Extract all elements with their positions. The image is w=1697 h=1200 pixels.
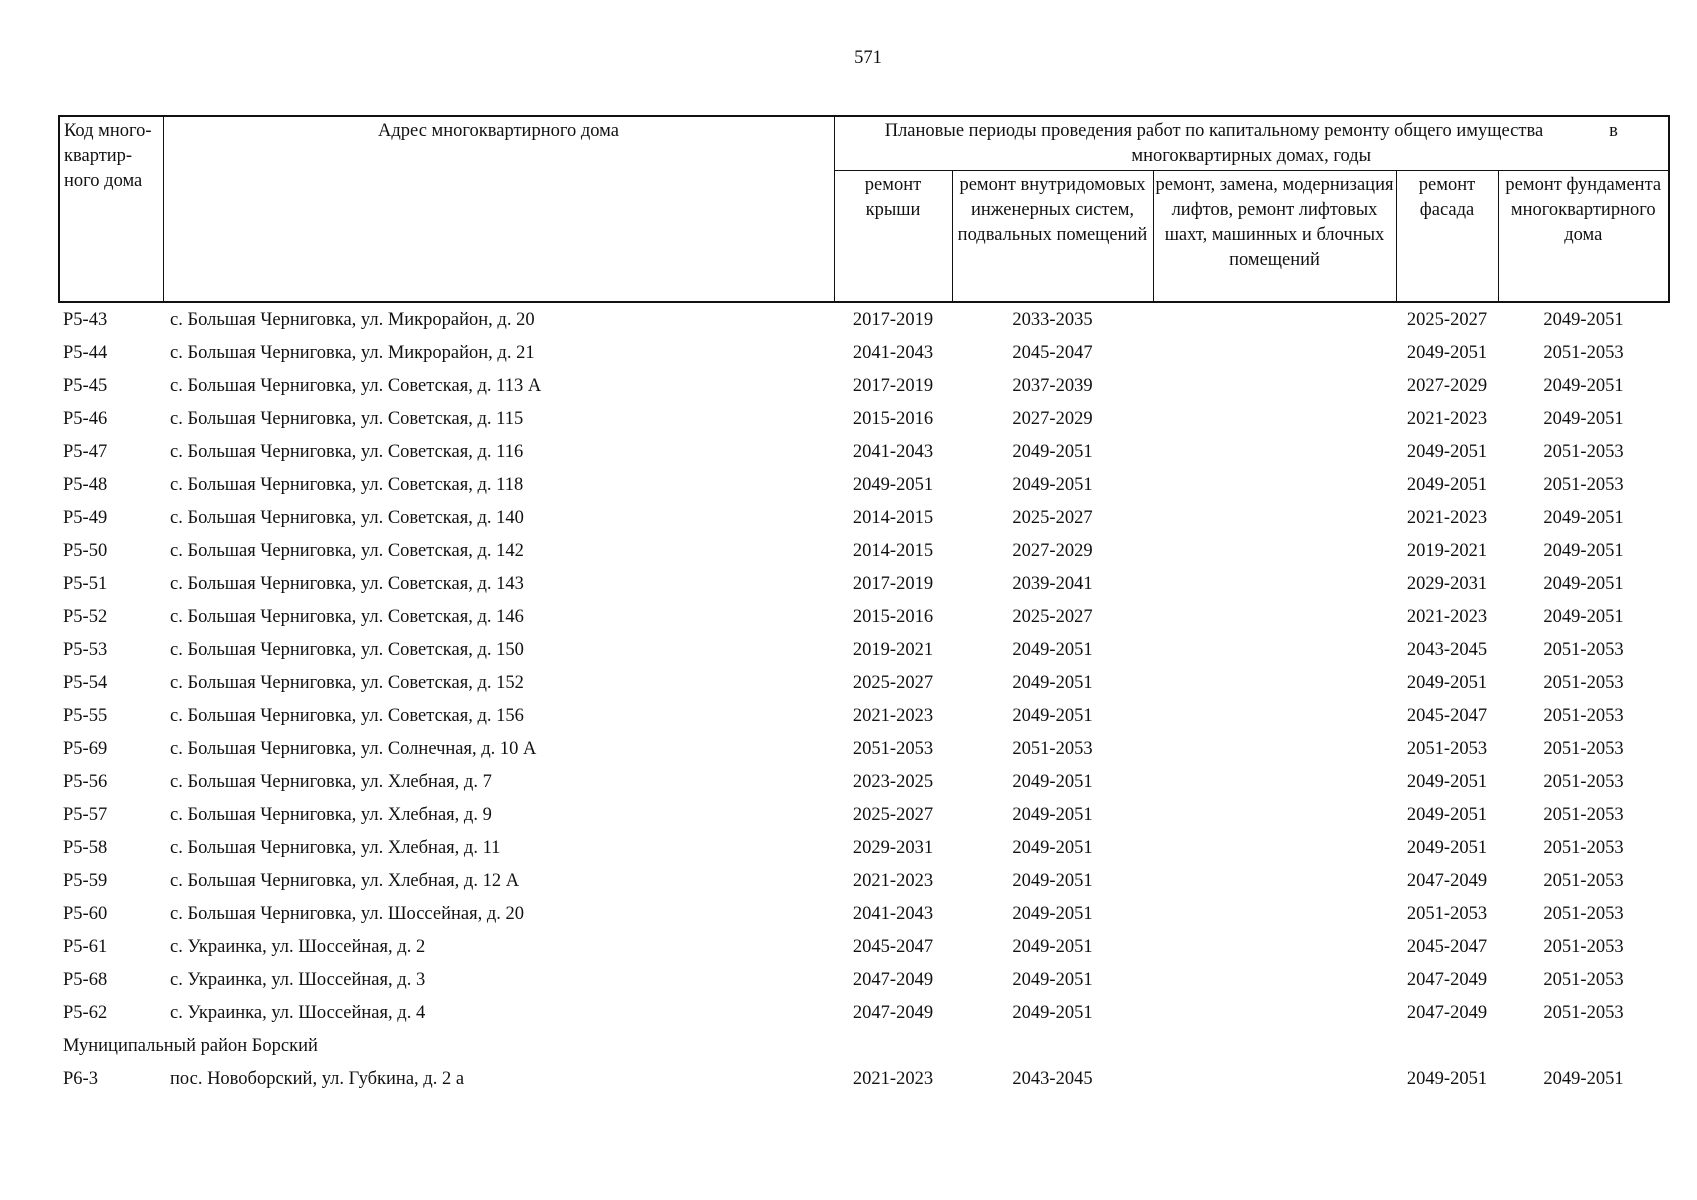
table-row [59,864,1669,897]
cell-facade: 2047-2049 [1406,870,1488,891]
cell-foundation: 2049-2051 [1543,309,1624,330]
cell-code: Р5-53 [63,639,108,660]
cell-code: Р5-55 [63,705,108,726]
cell-facade: 2043-2045 [1406,639,1488,660]
cell-code: Р5-52 [63,606,108,627]
cell-code: Р5-59 [63,870,108,891]
cell-roof: 2017-2019 [852,573,934,594]
cell-engineering: 2027-2029 [1012,540,1093,561]
cell-engineering: 2049-2051 [1012,474,1093,495]
cell-address: с. Большая Черниговка, ул. Советская, д. 150 [170,639,524,660]
cell-engineering: 2049-2051 [1012,837,1093,858]
cell-address: с. Большая Черниговка, ул. Советская, д. 143 [170,573,524,594]
header-lifts: ремонт, замена, модернизация лифтов, ремонт лифтовых шахт, машинных и блочных помещений [1153,171,1396,302]
cell-lifts [1153,666,1396,699]
header-foundation: ремонт фундамента многоквартирного дома [1498,171,1669,302]
table-row [59,930,1669,963]
cell-engineering: 2049-2051 [1012,705,1093,726]
cell-facade: 2047-2049 [1406,1002,1488,1023]
cell-facade: 2049-2051 [1406,837,1488,858]
cell-address: с. Большая Черниговка, ул. Хлебная, д. 7 [170,771,492,792]
cell-facade: 2025-2027 [1406,309,1488,330]
section-title: Муниципальный район Борский [63,1035,318,1056]
cell-foundation: 2049-2051 [1543,573,1624,594]
cell-foundation: 2051-2053 [1543,771,1624,792]
cell-code: Р5-62 [63,1002,108,1023]
header-address: Адрес многоквартирного дома [163,116,834,302]
header-planned-periods-text: Плановые периоды проведения работ по капитальному ремонту общего имущества [884,121,1544,141]
cell-engineering: 2027-2029 [1012,408,1093,429]
cell-facade: 2049-2051 [1406,1068,1488,1089]
cell-facade: 2021-2023 [1406,507,1488,528]
cell-facade: 2049-2051 [1406,441,1488,462]
cell-roof: 2014-2015 [852,540,934,561]
cell-engineering: 2049-2051 [1012,870,1093,891]
table-row [59,765,1669,798]
cell-lifts [1153,600,1396,633]
table-body [59,302,1669,1095]
cell-engineering: 2049-2051 [1012,969,1093,990]
cell-lifts [1153,402,1396,435]
cell-address: с. Большая Черниговка, ул. Советская, д. 152 [170,672,524,693]
cell-lifts [1153,468,1396,501]
cell-foundation: 2051-2053 [1543,738,1624,759]
table-row [59,402,1669,435]
table-row [59,534,1669,567]
cell-lifts [1153,501,1396,534]
cell-roof: 2021-2023 [852,870,934,891]
cell-code: Р5-43 [63,309,108,330]
cell-code: Р5-60 [63,903,108,924]
table-row [59,302,1669,336]
cell-foundation: 2049-2051 [1543,1068,1624,1089]
cell-code: Р5-45 [63,375,108,396]
cell-foundation: 2051-2053 [1543,837,1624,858]
cell-foundation: 2049-2051 [1543,606,1624,627]
cell-address: с. Украинка, ул. Шоссейная, д. 2 [170,936,426,957]
page-number: 571 [854,48,882,68]
table-row [59,369,1669,402]
cell-facade: 2021-2023 [1406,408,1488,429]
cell-code: Р5-68 [63,969,108,990]
cell-address: с. Большая Черниговка, ул. Советская, д. 116 [170,441,524,462]
table-row [59,633,1669,666]
table-row [59,666,1669,699]
cell-lifts [1153,633,1396,666]
cell-roof: 2023-2025 [852,771,934,792]
cell-lifts [1153,732,1396,765]
header-engineering: ремонт внутридомовых инженерных систем, подвальных помещений [952,171,1153,302]
table-row [59,996,1669,1029]
table-row [59,501,1669,534]
cell-foundation: 2051-2053 [1543,441,1624,462]
cell-foundation: 2051-2053 [1543,936,1624,957]
table-row [59,897,1669,930]
cell-address: с. Большая Черниговка, ул. Советская, д. 113 А [170,375,542,396]
cell-address: пос. Новоборский, ул. Губкина, д. 2 а [170,1068,465,1089]
cell-engineering: 2025-2027 [1012,606,1093,627]
cell-roof: 2025-2027 [852,672,934,693]
cell-foundation: 2049-2051 [1543,375,1624,396]
table-row [59,732,1669,765]
cell-facade: 2051-2053 [1406,738,1488,759]
cell-engineering: 2039-2041 [1012,573,1093,594]
cell-engineering: 2051-2053 [1012,738,1093,759]
cell-lifts [1153,302,1396,336]
cell-code: Р5-61 [63,936,108,957]
cell-code: Р5-48 [63,474,108,495]
table-row [59,567,1669,600]
cell-roof: 2041-2043 [852,903,934,924]
cell-address: с. Большая Черниговка, ул. Советская, д. 115 [170,408,524,429]
cell-engineering: 2033-2035 [1012,309,1093,330]
cell-roof: 2021-2023 [852,705,934,726]
cell-code: Р5-54 [63,672,108,693]
cell-lifts [1153,765,1396,798]
cell-engineering: 2037-2039 [1012,375,1093,396]
cell-facade: 2049-2051 [1406,474,1488,495]
cell-roof: 2015-2016 [852,606,934,627]
table-row [59,468,1669,501]
cell-roof: 2025-2027 [852,804,934,825]
cell-engineering: 2043-2045 [1012,1068,1093,1089]
cell-roof: 2041-2043 [852,441,934,462]
cell-facade: 2047-2049 [1406,969,1488,990]
cell-facade: 2027-2029 [1406,375,1488,396]
cell-roof: 2049-2051 [852,474,934,495]
cell-foundation: 2051-2053 [1543,1002,1624,1023]
cell-address: с. Большая Черниговка, ул. Советская, д. 140 [170,507,524,528]
cell-foundation: 2049-2051 [1543,540,1624,561]
cell-lifts [1153,864,1396,897]
cell-lifts [1153,369,1396,402]
cell-foundation: 2051-2053 [1543,474,1624,495]
cell-lifts [1153,336,1396,369]
cell-code: Р5-44 [63,342,108,363]
cell-facade: 2019-2021 [1406,540,1488,561]
cell-roof: 2029-2031 [852,837,934,858]
cell-foundation: 2051-2053 [1543,969,1624,990]
cell-facade: 2021-2023 [1406,606,1488,627]
cell-code: Р5-49 [63,507,108,528]
table-row [59,600,1669,633]
header-code: Код много-квартир-ного дома [59,116,163,302]
cell-code: Р5-58 [63,837,108,858]
header-facade: ремонт фасада [1396,171,1498,302]
cell-address: с. Большая Черниговка, ул. Микрорайон, д. 21 [170,342,535,363]
cell-roof: 2047-2049 [852,969,934,990]
cell-address: с. Большая Черниговка, ул. Микрорайон, д. 20 [170,309,535,330]
cell-lifts [1153,930,1396,963]
cell-foundation: 2049-2051 [1543,408,1624,429]
cell-address: с. Большая Черниговка, ул. Советская, д. 118 [170,474,524,495]
cell-roof: 2014-2015 [852,507,934,528]
cell-address: с. Большая Черниговка, ул. Хлебная, д. 12 А [170,870,520,891]
cell-engineering: 2049-2051 [1012,639,1093,660]
cell-address: с. Большая Черниговка, ул. Шоссейная, д. 20 [170,903,525,924]
cell-foundation: 2049-2051 [1543,507,1624,528]
table-row [59,963,1669,996]
cell-roof: 2017-2019 [852,375,934,396]
cell-code: Р6-3 [63,1068,98,1089]
cell-code: Р5-50 [63,540,108,561]
cell-lifts [1153,567,1396,600]
cell-roof: 2015-2016 [852,408,934,429]
cell-code: Р5-51 [63,573,108,594]
cell-facade: 2045-2047 [1406,705,1488,726]
cell-address: с. Украинка, ул. Шоссейная, д. 4 [170,1002,426,1023]
table-row [59,336,1669,369]
cell-roof: 2021-2023 [852,1068,934,1089]
cell-facade: 2045-2047 [1406,936,1488,957]
cell-address: с. Большая Черниговка, ул. Хлебная, д. 9 [170,804,492,825]
cell-address: с. Большая Черниговка, ул. Советская, д. 156 [170,705,524,726]
cell-roof: 2051-2053 [852,738,934,759]
cell-roof: 2017-2019 [852,309,934,330]
cell-engineering: 2025-2027 [1012,507,1093,528]
cell-engineering: 2045-2047 [1012,342,1093,363]
cell-code: Р5-57 [63,804,108,825]
table-row [59,435,1669,468]
cell-address: с. Большая Черниговка, ул. Хлебная, д. 11 [170,837,501,858]
table-row [59,798,1669,831]
cell-roof: 2041-2043 [852,342,934,363]
cell-facade: 2049-2051 [1406,771,1488,792]
cell-facade: 2051-2053 [1406,903,1488,924]
cell-foundation: 2051-2053 [1543,639,1624,660]
section-row [59,1029,1669,1062]
cell-roof: 2019-2021 [852,639,934,660]
header-planned-periods [834,116,1669,171]
cell-code: Р5-56 [63,771,108,792]
cell-lifts [1153,699,1396,732]
cell-engineering: 2049-2051 [1012,804,1093,825]
cell-lifts [1153,435,1396,468]
cell-lifts [1153,963,1396,996]
cell-lifts [1153,798,1396,831]
cell-engineering: 2049-2051 [1012,771,1093,792]
cell-foundation: 2051-2053 [1543,804,1624,825]
cell-engineering: 2049-2051 [1012,903,1093,924]
table-row [59,699,1669,732]
cell-foundation: 2051-2053 [1543,903,1624,924]
cell-engineering: 2049-2051 [1012,1002,1093,1023]
cell-engineering: 2049-2051 [1012,936,1093,957]
cell-address: с. Большая Черниговка, ул. Солнечная, д. 10 А [170,738,537,759]
table-row [59,1062,1669,1095]
cell-facade: 2029-2031 [1406,573,1488,594]
cell-engineering: 2049-2051 [1012,441,1093,462]
cell-engineering: 2049-2051 [1012,672,1093,693]
cell-lifts [1153,831,1396,864]
cell-facade: 2049-2051 [1406,672,1488,693]
capital-repair-schedule-table [58,115,1670,1095]
cell-facade: 2049-2051 [1406,342,1488,363]
cell-address: с. Большая Черниговка, ул. Советская, д. 146 [170,606,524,627]
cell-lifts [1153,1062,1396,1095]
cell-foundation: 2051-2053 [1543,342,1624,363]
cell-foundation: 2051-2053 [1543,870,1624,891]
cell-lifts [1153,996,1396,1029]
cell-facade: 2049-2051 [1406,804,1488,825]
cell-code: Р5-69 [63,738,108,759]
header-planned-periods-tail: в [1609,121,1618,141]
table-row [59,831,1669,864]
cell-foundation: 2051-2053 [1543,672,1624,693]
cell-lifts [1153,897,1396,930]
cell-lifts [1153,534,1396,567]
cell-foundation: 2051-2053 [1543,705,1624,726]
header-roof: ремонт крыши [834,171,952,302]
cell-address: с. Украинка, ул. Шоссейная, д. 3 [170,969,426,990]
cell-address: с. Большая Черниговка, ул. Советская, д. 142 [170,540,524,561]
cell-code: Р5-46 [63,408,108,429]
cell-code: Р5-47 [63,441,108,462]
cell-roof: 2045-2047 [852,936,934,957]
cell-roof: 2047-2049 [852,1002,934,1023]
header-planned-periods-line2: многоквартирных домах, годы [1131,146,1372,166]
